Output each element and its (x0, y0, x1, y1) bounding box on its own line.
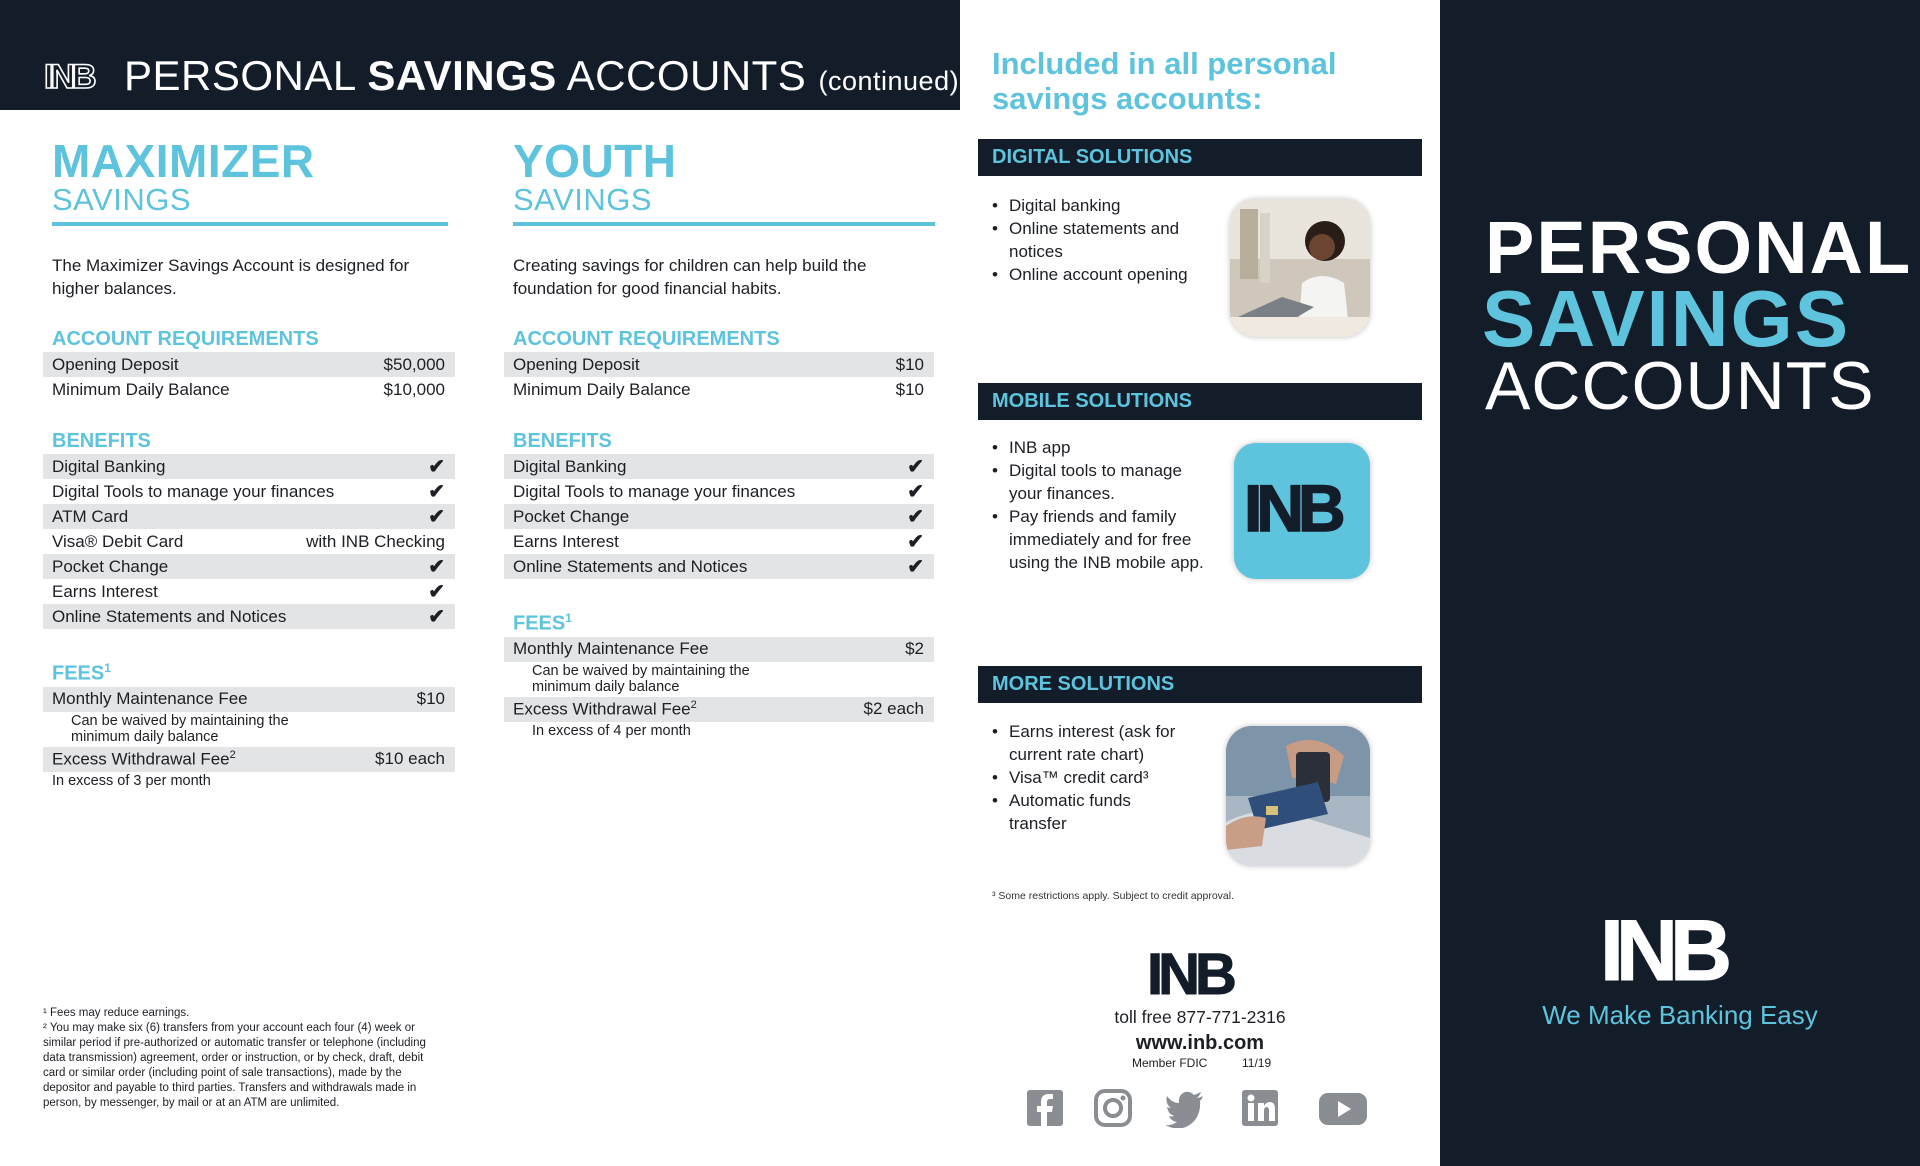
restrictions-note: ³ Some restrictions apply. Subject to credit approval. (992, 890, 1234, 902)
fee-note: Can be waived by maintaining the minimum daily balance (532, 662, 750, 695)
table-row: Online Statements and Notices ✔ (504, 554, 934, 579)
svg-text:INB: INB (1147, 942, 1232, 1000)
print-date: 11/19 (1242, 1056, 1272, 1070)
list-item: • Online statements and notices (992, 217, 1192, 263)
fees-table (43, 687, 455, 790)
credit-card-photo (1226, 726, 1370, 866)
svg-text:INB: INB (1600, 904, 1725, 988)
digital-solutions-heading: DIGITAL SOLUTIONS (978, 139, 1422, 176)
fee-note: In excess of 3 per month (52, 772, 211, 789)
check-icon: ✔ (428, 456, 445, 478)
list-item: • Digital banking (992, 194, 1192, 217)
page-title: PERSONAL SAVINGS ACCOUNTS (continued) (124, 52, 960, 99)
inb-logo-icon (1598, 904, 1760, 988)
divider (513, 222, 935, 226)
section-heading: ACCOUNT REQUIREMENTS (513, 328, 780, 350)
mobile-solutions-list (992, 436, 1207, 574)
header-band (0, 0, 960, 110)
list-item: • Digital tools to manage your finances. (992, 459, 1207, 505)
product-title: MAXIMIZER (52, 135, 315, 187)
requirements-table (504, 352, 934, 402)
app-logo (1234, 443, 1370, 579)
inb-logo-icon (1145, 942, 1255, 1000)
table-row: Online Statements and Notices ✔ (43, 604, 455, 629)
table-row: Digital Banking ✔ (504, 454, 934, 479)
maximizer-column (43, 135, 455, 790)
table-row: Digital Banking ✔ (43, 454, 455, 479)
table-row: Excess Withdrawal Fee$^2$ $2 each (504, 697, 934, 722)
table-row: Excess Withdrawal Fee$^2$ $10 each (43, 747, 455, 772)
tagline: We Make Banking Easy (1542, 1000, 1818, 1030)
facebook-icon[interactable] (1025, 1088, 1065, 1128)
table-row: Digital Tools to manage your finances ✔ (513, 481, 924, 503)
list-item: • INB app (992, 436, 1207, 459)
divider (52, 222, 448, 226)
cover-title-line2: SAVINGS (1482, 274, 1851, 363)
cover-panel (1440, 0, 1920, 1166)
youth-column (504, 135, 924, 740)
website-link[interactable]: www.inb.com (1135, 1032, 1265, 1054)
table-row: Pocket Change ✔ (504, 504, 934, 529)
footnotes (43, 1006, 433, 1111)
more-solutions-list (992, 720, 1192, 835)
twitter-icon[interactable] (1165, 1088, 1205, 1128)
product-title: YOUTH (513, 135, 677, 187)
member-fdic: Member FDIC (1132, 1056, 1208, 1070)
fees-table (504, 637, 934, 740)
cover-title-line3: ACCOUNTS (1485, 348, 1875, 424)
list-item: • Earns interest (ask for current rate chart) (992, 720, 1192, 766)
check-icon: ✔ (907, 481, 924, 503)
check-icon: ✔ (428, 556, 445, 578)
woman-laptop-photo (1230, 199, 1370, 337)
digital-solutions-list (992, 194, 1192, 286)
section-heading: FEES$^1$ (52, 661, 111, 685)
check-icon: ✔ (907, 506, 924, 528)
section-heading: BENEFITS (52, 430, 151, 452)
table-row: Monthly Maintenance Fee $10 (43, 687, 455, 712)
table-row: Pocket Change ✔ (43, 554, 455, 579)
fee-note: Can be waived by maintaining the minimum daily balance (71, 712, 289, 745)
list-item: • Pay friends and family immediately and for free using the INB mobile app. (992, 505, 1207, 574)
table-row: Opening Deposit $10 (504, 352, 934, 377)
list-item: • Visa™ credit card³ (992, 766, 1192, 789)
instagram-icon[interactable] (1093, 1088, 1133, 1128)
requirements-table (43, 352, 455, 402)
included-title: Included in all personal savings accounts: (992, 46, 1337, 116)
svg-text:INB: INB (44, 58, 94, 94)
youtube-icon[interactable] (1318, 1088, 1368, 1128)
more-solutions-heading: MORE SOLUTIONS (978, 666, 1422, 703)
check-icon: ✔ (428, 506, 445, 528)
benefits-table (43, 454, 455, 629)
section-heading: FEES$^1$ (513, 611, 572, 635)
product-subtitle: SAVINGS (52, 182, 192, 217)
check-icon: ✔ (907, 556, 924, 578)
photo-illustration (1230, 199, 1370, 337)
list-item: • Online account opening (992, 263, 1192, 286)
list-item: • Automatic funds transfer (992, 789, 1192, 835)
photo-illustration (1226, 726, 1370, 866)
product-subtitle: SAVINGS (513, 182, 653, 217)
section-heading: ACCOUNT REQUIREMENTS (52, 328, 319, 350)
mobile-solutions-heading: MOBILE SOLUTIONS (978, 383, 1422, 420)
check-icon: ✔ (428, 606, 445, 628)
inb-app-icon (1234, 443, 1370, 579)
product-description: Creating savings for children can help build the foundation for good financial habits. (513, 256, 867, 298)
product-description: The Maximizer Savings Account is designed for higher balances. (52, 256, 410, 298)
table-row: Opening Deposit $50,000 (43, 352, 455, 377)
table-row: Monthly Maintenance Fee $2 (504, 637, 934, 662)
toll-free-number: toll free 877-771-2316 (1114, 1007, 1286, 1027)
table-row: ATM Card ✔ (43, 504, 455, 529)
linkedin-icon[interactable] (1240, 1088, 1280, 1128)
check-icon: ✔ (907, 531, 924, 553)
check-icon: ✔ (428, 481, 445, 503)
table-row: Minimum Daily Balance $10 (513, 379, 924, 399)
section-heading: BENEFITS (513, 430, 612, 452)
check-icon: ✔ (907, 456, 924, 478)
table-row: Minimum Daily Balance $10,000 (52, 379, 445, 399)
cover-title-line1: PERSONAL (1485, 206, 1913, 289)
check-icon: ✔ (428, 581, 445, 603)
benefits-table (504, 454, 934, 579)
footnote-1: ¹ Fees may reduce earnings. (43, 1007, 190, 1019)
footnote-2: ² You may make six (6) transfers from your account each four (4) week or similar period if pre-authorized or automatic transfer or telephone (including data transmission) agreement, order or instruction, or by check, draft, debit card or similar order (including point of sale transactions), made by the depositor and payable to third parties. Transfers and withdrawals made in person, by messenger, by mail or at an ATM are unlimited. (43, 1022, 426, 1109)
svg-text:INB: INB (1244, 471, 1340, 545)
table-row: Earns Interest ✔ (513, 531, 924, 553)
table-row: Earns Interest ✔ (52, 581, 445, 603)
table-row: Visa® Debit Card with INB Checking (52, 531, 445, 551)
inb-logo-icon (44, 58, 108, 94)
fee-note: In excess of 4 per month (532, 722, 691, 739)
table-row: Digital Tools to manage your finances ✔ (52, 481, 445, 503)
